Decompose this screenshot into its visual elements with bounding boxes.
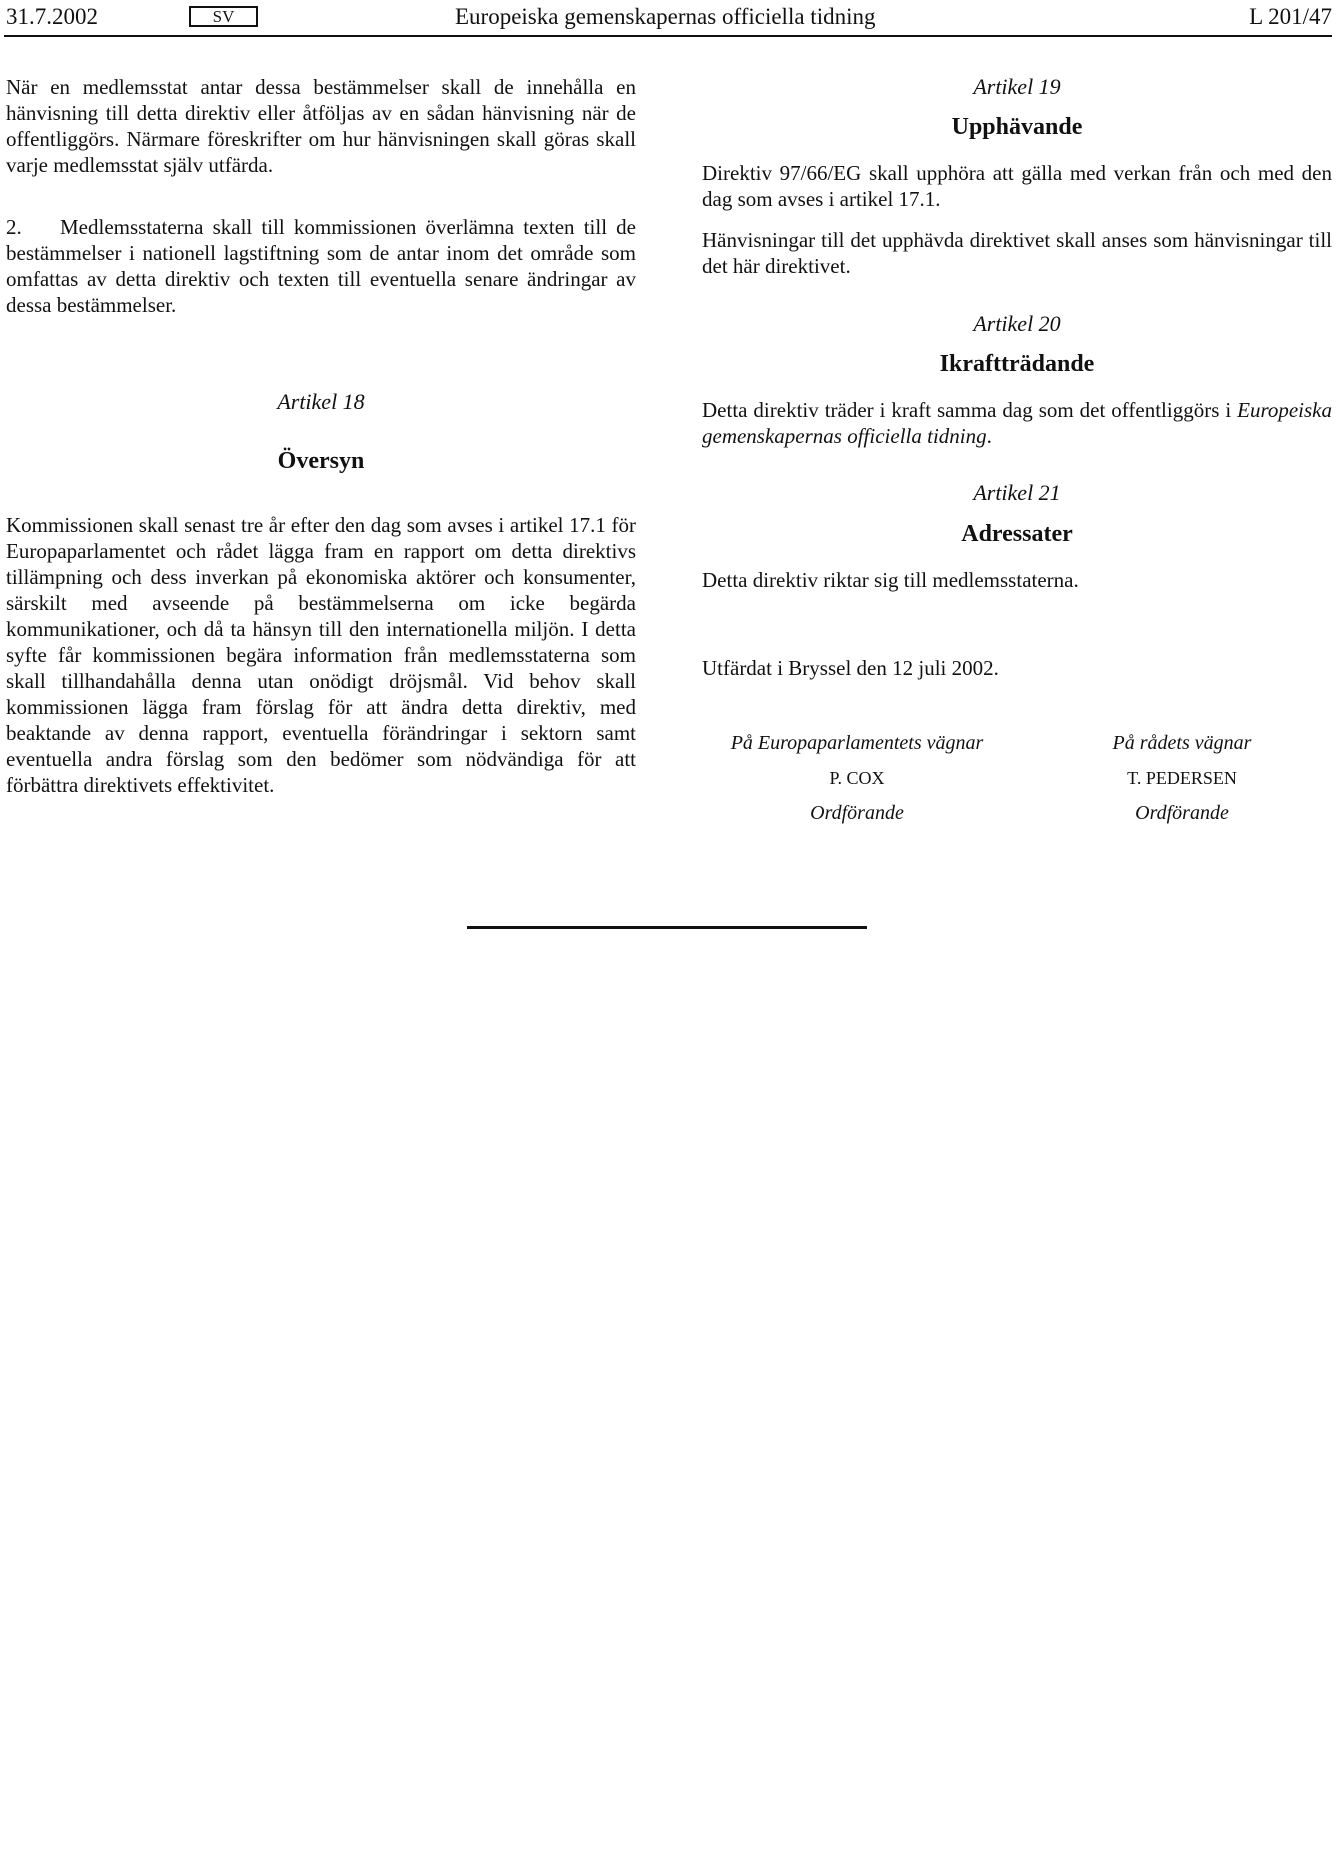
signature-block-council [1032,726,1332,831]
issued-statement: Utfärdat i Bryssel den 12 juli 2002. [702,656,999,680]
article-20-text: Detta direktiv träder i kraft samma dag som det offentliggörs i Europeiska gemenskapernas officiella tidning. [702,398,1332,448]
article-19-para-1: Direktiv 97/66/EG skall upphöra att gälla med verkan från och med den dag som avses i artikel 17.1. [702,161,1332,211]
signatory-role: Ordförande [810,802,904,824]
paragraph-2 [6,214,636,318]
article-20-title: Ikraftträdande [939,351,1095,377]
signatory-name: P. COX [829,768,885,788]
signature-on-behalf: På Europaparlamentets vägnar [730,732,984,754]
journal-name-italic: Europeiska gemenskapernas officiella tidning [702,398,1332,448]
article-18-title: Översyn [277,448,365,474]
article-20-number: Artikel 20 [973,311,1061,336]
signature-block-parliament [702,726,1012,831]
article-19-number: Artikel 19 [973,74,1061,99]
paragraph-number: 2. [6,215,22,239]
language-badge: SV [189,6,258,27]
article-18-number: Artikel 18 [277,389,365,414]
article-18-text: Kommissionen skall senast tre år efter den dag som avses i artikel 17.1 för Europaparlamentet och rådet lägga fram en rapport om detta direktivs tillämpning och dess inverkan på ekonomiska aktörer och konsumenter, särskilt med avseende på bestämmelserna om icke begärda kommunikationer, och då ta hänsyn till den internationella miljön. I detta syfte får kommissionen begära information från medlemsstaterna som skall tillhandahålla denna utan onödigt dröjsmål. Vid behov skall kommissionen lägga fram förslag för att ändra detta direktiv, med beaktande av denna rapport, eventuella förändringar i sektorn samt eventuella andra förslag som den bedömer som nödvändiga för att förbättra direktivets effektivitet. [6,513,636,797]
page-reference: L 201/47 [1249,4,1332,29]
publication-date: 31.7.2002 [6,4,98,29]
paragraph-2-text: Medlemsstaterna skall till kommissionen överlämna texten till de bestämmelser i nationell lagstiftning som de antar inom det område som omfattas av detta direktiv och texten till eventuella senare ändringar av dessa bestämmelser. [6,215,636,317]
article-19-para-2: Hänvisningar till det upphävda direktivet skall anses som hänvisningar till det här direktivet. [702,228,1332,278]
paragraph-reference-requirement: När en medlemsstat antar dessa bestämmelser skall de innehålla en hänvisning till detta direktiv eller åtföljas av en sådan hänvisning när de offentliggörs. Närmare föreskrifter om hur hänvisningen skall göras skall varje medlemsstat själv utfärda. [6,75,636,177]
article-21-text: Detta direktiv riktar sig till medlemsstaterna. [702,568,1079,592]
article-21-number: Artikel 21 [973,480,1061,505]
signatory-name: T. PEDERSEN [1127,768,1237,788]
journal-title: Europeiska gemenskapernas officiella tidning [455,4,876,29]
page-header [6,4,1332,34]
article-19-title: Upphävande [951,114,1083,140]
end-of-document-rule [467,926,867,929]
signatory-role: Ordförande [1135,802,1229,824]
signature-on-behalf: På rådets vägnar [1112,732,1252,754]
article-21-title: Adressater [961,521,1073,547]
header-divider [4,35,1332,37]
